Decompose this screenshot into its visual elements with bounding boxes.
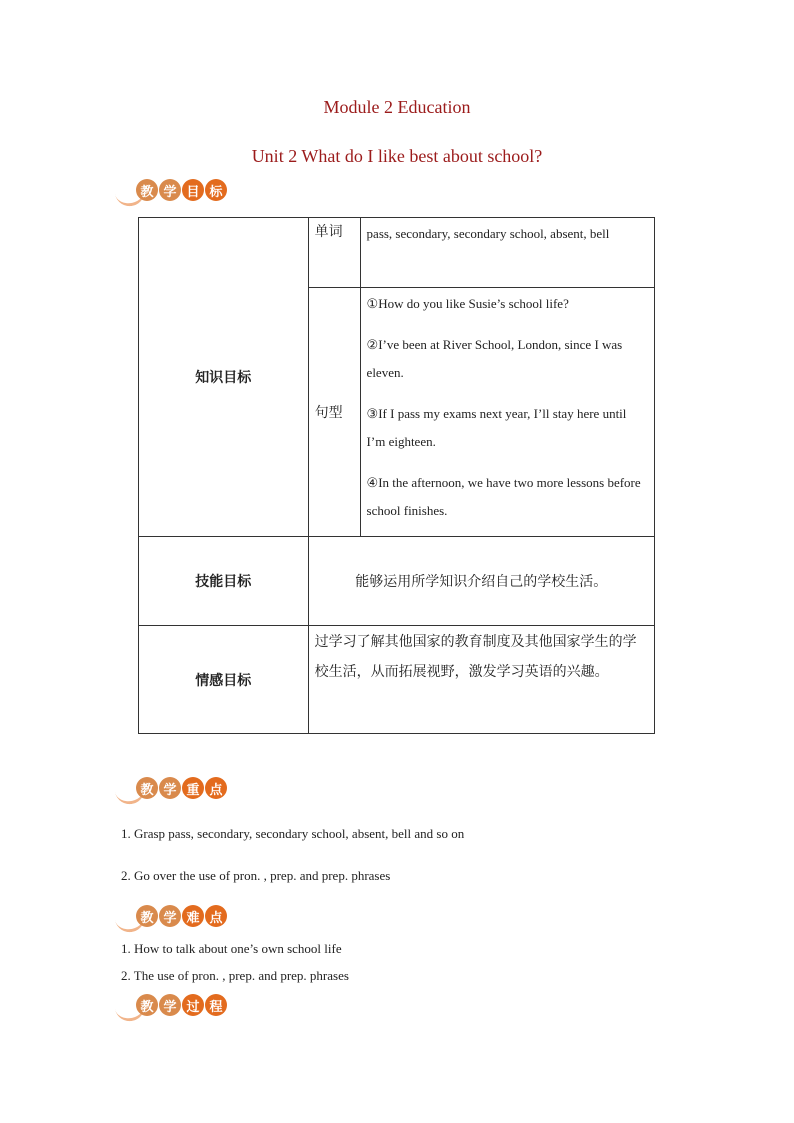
unit-title: Unit 2 What do I like best about school?: [251, 146, 543, 166]
sentence-item: ③If I pass my exams next year, I’ll stay here until I’m eighteen.: [366, 406, 627, 449]
badge-char: 目: [182, 179, 204, 201]
badge-char: 学: [159, 777, 181, 799]
sentences-content: [360, 288, 654, 537]
skill-label: 技能目标: [139, 537, 309, 626]
section-badge-objectives: [116, 179, 236, 205]
badge-char: 重: [182, 777, 204, 799]
badge-char: 学: [159, 905, 181, 927]
badge-char: 教: [136, 905, 158, 927]
badge-char: 难: [182, 905, 204, 927]
badge-char: 过: [182, 994, 204, 1016]
section-badge-difficulties: [116, 905, 236, 931]
badge-char: 程: [205, 994, 227, 1016]
badge-char: 点: [205, 905, 227, 927]
badge-char: 学: [159, 179, 181, 201]
badge-char: 学: [159, 994, 181, 1016]
section-badge-process: [116, 994, 236, 1020]
sentence-item: ④In the afternoon, we have two more lessons before school finishes.: [366, 475, 641, 518]
skill-content: 能够运用所学知识介绍自己的学校生活。: [308, 537, 654, 626]
difficulty-item: 2. The use of pron. , prep. and prep. phrases: [121, 968, 349, 983]
badge-char: 标: [205, 179, 227, 201]
badge-char: 教: [136, 179, 158, 201]
emotion-label: 情感目标: [139, 626, 309, 734]
sentence-item: ①How do you like Susie’s school life?: [366, 296, 569, 311]
table-row: [139, 218, 655, 288]
words-content: pass, secondary, secondary school, absent, bell: [360, 218, 654, 288]
badge-char: 教: [136, 994, 158, 1016]
sentences-label: 句型: [308, 288, 360, 537]
words-label: 单词: [308, 218, 360, 288]
sentence-item: ②I’ve been at River School, London, since I was eleven.: [366, 337, 623, 380]
emotion-content: 过学习了解其他国家的教育制度及其他国家学生的学校生活，从而拓展视野，激发学习英语的兴趣。: [308, 626, 654, 734]
key-point-item: 2. Go over the use of pron. , prep. and prep. phrases: [121, 868, 391, 883]
badge-char: 点: [205, 777, 227, 799]
difficulty-item: 1. How to talk about one’s own school life: [121, 941, 342, 956]
section-badge-key-points: [116, 777, 236, 803]
objectives-table: [138, 217, 655, 734]
module-title: Module 2 Education: [323, 97, 471, 117]
table-row: [139, 626, 655, 734]
table-row: [139, 537, 655, 626]
key-point-item: 1. Grasp pass, secondary, secondary school, absent, bell and so on: [121, 826, 465, 841]
badge-char: 教: [136, 777, 158, 799]
knowledge-label: 知识目标: [139, 218, 309, 537]
